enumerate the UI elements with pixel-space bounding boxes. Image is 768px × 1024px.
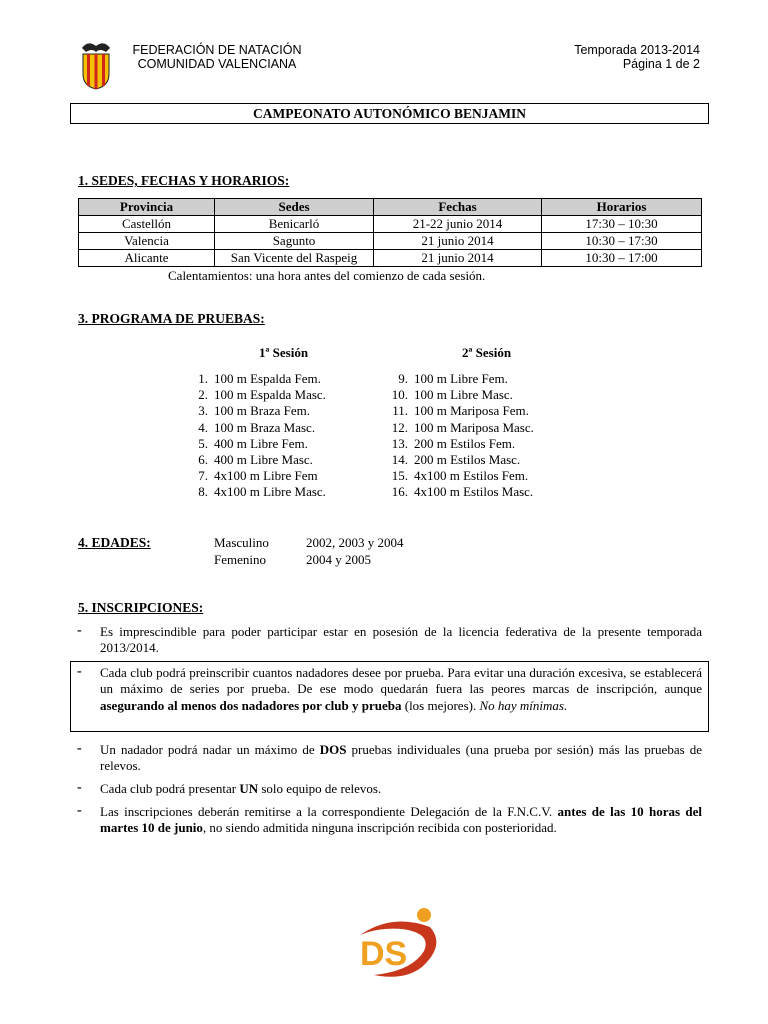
section3-heading: 3. PROGRAMA DE PRUEBAS:	[78, 311, 265, 326]
list-item	[386, 371, 534, 387]
federation-crest-logo	[78, 40, 114, 90]
list-item	[386, 468, 534, 484]
document-title: CAMPEONATO AUTONÓMICO BENJAMIN	[70, 103, 709, 124]
page-number: Página 1 de 2	[622, 57, 700, 71]
list-item	[386, 436, 534, 452]
list-item	[186, 420, 326, 436]
table-cell: Castellón	[79, 216, 215, 233]
event-name: 100 m Libre Fem.	[414, 371, 508, 386]
paragraph-text: Las inscripciones deberán remitirse a la correspondiente Delegación de la F.N.C.V.	[100, 804, 558, 819]
list-item	[186, 436, 326, 452]
event-name: 4x100 m Libre Fem	[214, 468, 318, 484]
event-number: 10.	[391, 387, 408, 403]
list-item	[186, 452, 326, 468]
age-group-years: 2002, 2003 y 2004	[306, 535, 404, 550]
paragraph-emphasis: DOS	[319, 742, 347, 757]
header-right	[520, 43, 700, 71]
list-item	[386, 420, 534, 436]
federation-name-line2: COMUNIDAD VALENCIANA	[137, 57, 297, 71]
ages-values	[306, 535, 404, 568]
event-name: 4x100 m Estilos Fem.	[414, 468, 529, 484]
table-cell: 21 junio 2014	[374, 250, 542, 267]
table-cell: 10:30 – 17:30	[542, 233, 702, 250]
season-label: Temporada 2013-2014	[574, 43, 700, 57]
table-cell: 17:30 – 10:30	[542, 216, 702, 233]
event-name: 100 m Mariposa Masc.	[414, 419, 534, 435]
age-group-label: Femenino	[214, 551, 266, 567]
paragraph-emphasis: UN	[239, 781, 259, 796]
inscription-paragraph-5	[100, 804, 702, 837]
table-row	[79, 233, 702, 250]
list-item	[186, 468, 326, 484]
event-number: 4.	[198, 419, 208, 435]
list-item	[386, 452, 534, 468]
table-row	[79, 216, 702, 233]
event-number: 15.	[391, 468, 408, 484]
event-name: 100 m Braza Fem.	[214, 403, 311, 419]
list-item	[386, 484, 534, 500]
table-cell: Alicante	[79, 250, 215, 267]
event-number: 9.	[398, 371, 408, 386]
event-name: 100 m Mariposa Fem.	[414, 403, 529, 419]
table-cell: San Vicente del Raspeig	[215, 250, 374, 267]
inscription-paragraph-4	[100, 781, 702, 797]
section4-heading: 4. EDADES:	[78, 535, 151, 550]
event-number: 3.	[198, 403, 208, 419]
paragraph-text: Cada club podrá preinscribir cuantos nadadores desee por prueba. Para evitar una duración excesiva, se establecerá un máximo de series por prueba. De ese modo quedarán fuera las peores marcas de inscripción, aunque	[100, 665, 702, 697]
event-number: 12.	[391, 419, 408, 435]
list-item	[186, 403, 326, 419]
list-item	[386, 403, 534, 419]
event-number: 6.	[198, 451, 208, 467]
event-name: 100 m Braza Masc.	[214, 419, 316, 435]
event-name: 4x100 m Libre Masc.	[214, 484, 326, 500]
column-header: Provincia	[79, 199, 215, 216]
session2-list	[386, 371, 534, 501]
table-cell: 10:30 – 17:00	[542, 250, 702, 267]
list-item	[386, 387, 534, 403]
table-cell: Benicarló	[215, 216, 374, 233]
column-header: Horarios	[542, 199, 702, 216]
table-cell: Sagunto	[215, 233, 374, 250]
paragraph-text: Cada club podrá presentar	[100, 781, 240, 796]
table-row	[79, 250, 702, 267]
bullet-dash: -	[77, 664, 82, 679]
column-header: Fechas	[374, 199, 542, 216]
event-name: 100 m Espalda Fem.	[214, 371, 321, 386]
inscription-paragraph-2	[100, 665, 702, 714]
list-item	[186, 484, 326, 500]
table-cell: 21-22 junio 2014	[374, 216, 542, 233]
event-number: 2.	[198, 387, 208, 403]
federation-name	[122, 43, 312, 71]
paragraph-text: , no siendo admitida ninguna inscripción recibida con posterioridad.	[202, 820, 557, 836]
event-name: 100 m Espalda Masc.	[214, 387, 326, 403]
column-header: Sedes	[215, 199, 374, 216]
bullet-dash: -	[77, 803, 82, 818]
federation-name-line1: FEDERACIÓN DE NATACIÓN	[132, 43, 302, 57]
event-number: 11.	[392, 403, 408, 419]
event-name: 400 m Libre Masc.	[214, 451, 313, 467]
ds-logo	[352, 905, 448, 983]
paragraph-text: Un nadador podrá nadar un máximo de	[100, 742, 320, 757]
ds-logo-text: DS	[360, 935, 408, 973]
paragraph-italic: No hay mínimas.	[479, 697, 568, 713]
paragraph-text: (los mejores).	[401, 697, 480, 713]
paragraph-text: pruebas individuales (una prueba por sesión) más las pruebas de relevos.	[100, 742, 702, 774]
bullet-dash: -	[77, 623, 82, 638]
bullet-dash: -	[77, 780, 82, 795]
age-group-years: 2004 y 2005	[306, 551, 371, 567]
event-number: 8.	[198, 484, 208, 500]
venues-table	[78, 198, 702, 267]
event-number: 7.	[198, 468, 208, 484]
warmup-note: Calentamientos: una hora antes del comienzo de cada sesión.	[168, 268, 486, 283]
event-number: 13.	[391, 435, 408, 451]
table-cell: Valencia	[79, 233, 215, 250]
bullet-dash: -	[77, 741, 82, 756]
inscription-paragraph-3	[100, 742, 702, 775]
event-name: 200 m Estilos Masc.	[414, 451, 521, 467]
event-name: 4x100 m Estilos Masc.	[414, 484, 534, 500]
list-item	[186, 387, 326, 403]
event-name: 400 m Libre Fem.	[214, 435, 308, 451]
inscription-paragraph-1: Es imprescindible para poder participar estar en posesión de la licencia federativa de la presente temporada 2013/2014.	[100, 624, 702, 656]
event-name: 200 m Estilos Fem.	[414, 435, 516, 451]
section1-heading: 1. SEDES, FECHAS Y HORARIOS:	[78, 173, 290, 188]
event-name: 100 m Libre Masc.	[414, 387, 513, 403]
event-number: 16.	[391, 484, 408, 500]
paragraph-text: solo equipo de relevos.	[258, 781, 382, 796]
list-item	[186, 371, 326, 387]
event-number: 5.	[198, 435, 208, 451]
session1-list	[186, 371, 326, 501]
paragraph-emphasis: asegurando al menos dos nadadores por club y prueba	[100, 697, 402, 713]
event-number: 1.	[198, 371, 208, 386]
ages-labels	[214, 535, 269, 568]
event-number: 14.	[391, 451, 408, 467]
session2-title: 2ª Sesión	[462, 345, 512, 360]
venues-table-header	[79, 199, 702, 216]
age-group-label: Masculino	[214, 535, 269, 550]
session1-title: 1ª Sesión	[259, 345, 309, 360]
section5-heading: 5. INSCRIPCIONES:	[78, 600, 204, 615]
table-cell: 21 junio 2014	[374, 233, 542, 250]
paragraph-emphasis: antes de las 10 horas del martes 10 de junio	[100, 804, 703, 836]
